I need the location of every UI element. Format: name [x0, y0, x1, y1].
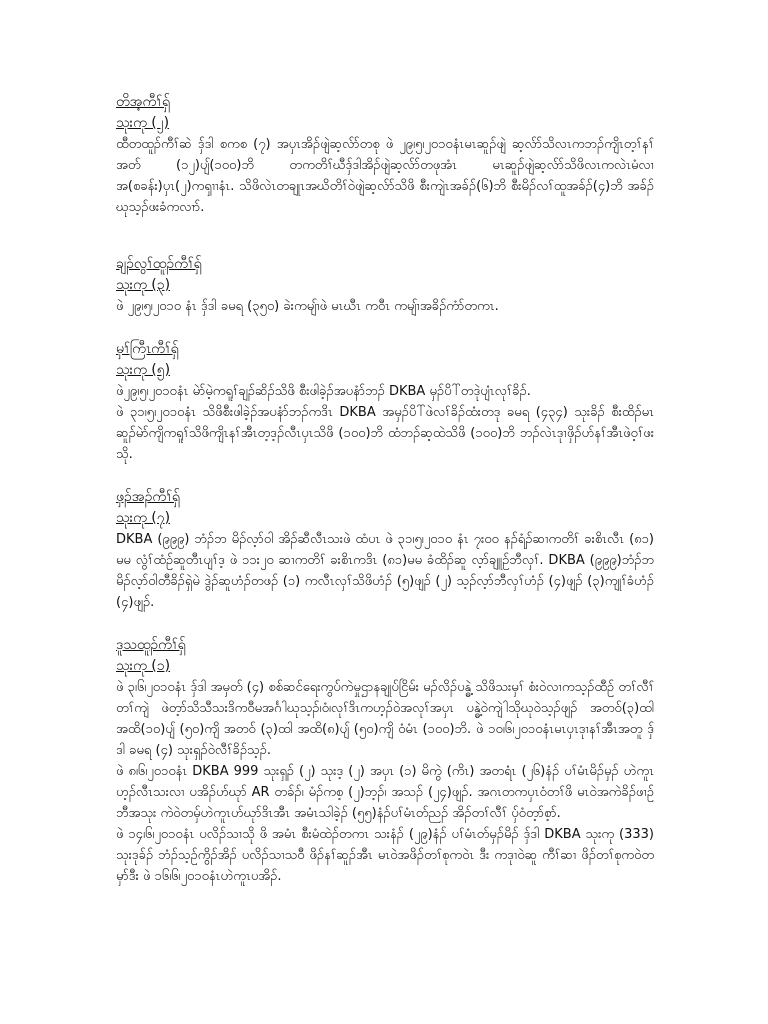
section-subheading: သုးကု (၂) [116, 115, 170, 131]
section-heading: တိအ့ကီၢ်ရှ် [116, 94, 171, 110]
section-1 [116, 92, 654, 218]
section-heading: ချၣ်လွၢ်ထူၣ်ကီၢ်ရှ် [116, 256, 202, 272]
section-5 [116, 635, 654, 887]
paragraph: ထီတထူၣ်ကီၢ်ဆဲ ဒှ်ဒါ စကစ (၇) အပှၤအိၣ်ဖျဲဆ့လ်ာ်တစု ဖဲ ၂၉၊၅၊၂၀၁၀နံၤမၤဆူၣ်ဖျဲ ဆ့လ်ာ်သိလၤကဘၣ်ကျိၤတ့ၢ်နၢ်အတ် (၁၂)ပျ်(၁၀၀)ဘိ တကတိၢ်ဃီဒှ်ဒါအိၣ်ဖျဲဆ့လ်ာ်တဖုအံၤ မၤဆူၣ်ဖျဲဆ့လ်ာ်သိဖိလၤကလဲၤမံလၢအ(စခန်း)ပှၤ(၂)ကၡၢၢနံၤ. သိဖိလဲၤတချုၤအဃိတိၢ်ဝဲဖျဲဆ့လ်ာ်သိဖိ စီးကျဲၤအခ်ၣ်(၆)ဘိ စီးမိၣ်လၢ်ထူအခ်ၣ်(၄)ဘိ အခ်ၣ်ဃုသ့ၣ်ဖးခံကလၢာ်. [116, 137, 654, 215]
section-3 [116, 339, 654, 465]
section-subheading: သုးကု (၃) [116, 277, 171, 293]
section-2 [116, 254, 654, 317]
section-subheading: သုးကု (၅) [116, 362, 171, 378]
section-heading: မှၢ်ကြီၤကီၢ်ရှ် [116, 341, 179, 357]
paragraph: ဖဲ ၁၄၊၆၊၂၀၁၀နံၤ ပလိၣ်သၢသို ဖိ အမံၤ စီးမံထဲၣ်တကၤ သးနံၣ် (၂၉)နံၣ် ပၢ်မံၤတ်မှၣ်မိၣ် ဒှ်ဒါ DKBA သုးကု (333) သုးဒုခ်ၣ် ဘံၣ်သ့ဉ်ကွိၣ်အိၣ် ပလိၣ်သၢသဝီ ဖိၣ်နၢ်ဆူၣ်အီၤ မၤဝဲအဖိၣ်တၢ်စုကဝဲၤ ဒီး ကဒုၢဝဲဆူ ကီၢ်ဆၢ ဖိၣ်တၢ်စုကဝဲတမှာ်ဒီး ဖဲ ၁၆၊၆၊၂၀၁၀နံၤဟဲကူၤပအိၣ်. [116, 827, 654, 884]
section-subheading: သုးကု (၁) [116, 658, 171, 674]
section-subheading: သုးကု (၇) [116, 510, 171, 526]
section-heading: ဒူသထူၣ်ကီၢ်ရှ် [116, 637, 186, 653]
paragraph: ဖဲ ၂၉၊၅၊၂၀၁၀ နံၤ ဒှ်ဒါ ခမရ (၃၅၀) ခဲးကမျ်ၢဖဲ မၤဃီၤ ကဝီၤ ကမျ်ၢအခိၣ်ကံာ်တကၤ. [116, 299, 499, 314]
paragraph: ဖဲ ၃၁၊၅၊၂၀၁၀နံၤ သိဖိစီးဖါခဲ့ၣ်အပနံာ်ဘၣ်ကဒိၤ DKBA အမှၣ်ပိါ်ဖဲလၢ်ခိၣ်ထံးတဒု ခမရ (၄၃၄) သုးခိၣ် စီးထိၣ်မၤဆူၣ်မဲာ်ကျိကရူၢ်သိဖိကျိၤနၢ်အီၤတ့ဒ့ၣ်လီၤပှၤသိဖိ (၁၀၀)ဘိ ထံဘၣ်ဆ့ထဲသိဖိ (၁၀၀)ဘိ ဘၣ်လဲၤဒုၢဖှိၣ်ဟ်နၢ်အီၤဖဲဝ့ၢ်ဖးသို. [116, 405, 654, 462]
section-heading: ဖှၣ်အၣ်ကီၢ်ရှ် [116, 489, 180, 505]
paragraph: ဖဲ ၃၊၆၊၂၀၁၀နံၤ ဒှ်ဒါ အမှတ် (၄) စစ်ဆင်ရေးကွပ်ကဲမှုဌာနချုပ်ငြိမ်း မၣ်လိၣ်ပန္ဓဲ့ သိဖိသးမှၢ် စံးဝဲလၢကသ့ၣ်ထီဉ် တၢ်လီၢ်တၢ်ကျဲ ဖဲတ့ာ်သိသီသးဒိကဝီမအင်္ဂါဃုသ့ၣ်၊ဝံ၊လုၢ်ဒိၤကဟ့ၣ်ဝဲအလုၢ်အပှၤ ပန္ဓဲ့ဝဲကျဲါသိုဃုဝဲသ့ၣ်ဖျၣ် အတဝ်(၃)ထါ အထိ(၁၀)ပျ် (၅၀)ကျိ အတဝ် (၃)ထါ အထိ(၈)ပျ် (၅၀)ကျိ ဝံမံၤ (၁၀၀)ဘိ. ဖဲ ၁၀၊၆၊၂၀၁၀နံၤမၤပှၤဒုၢနၢ်အီၤအတူ ဒှ်ဒါ ခမရ (၄) သုးရှၣ်ဝဲလီၢ်ခိၣ်သ့ၣ်. [116, 680, 654, 758]
paragraph: DKBA (၉၉၉) ဘံၣ်ဘ မိၣ်လ့ာ်ဝါ အိၣ်ဆီလီၤသးဖဲ ထံပၤ ဖဲ ၃၁၊၅၊၂၀၁၀ နံၤ ၇း၀၀ နၣ်ရံၣ်ဆၢကတိၢ် ခးစိၤလီၤ (၈၁) မမ လွံၢ်ထံဉ်ဆူတီၤပျၢ်ဒ့ ဖဲ ၁၁း၂၀ ဆၢကတိၢ် ခးစိၤကဒိၤ (၈၁)မမ ခံထိၣ်ဆူ လ့ာ်ချူဉ်ဘီလှၢ်. DKBA (၉၉၉)ဘံၣ်ဘမိၣ်လ့ာ်ဝါတီခိၣ်ရှဲမဲ ဒွဲၣ်ဆူဟံၣ်တဖၣ် (၁) ကလီၤလှၢ်သိဖိဟံၣ် (၅)ဖျၣ် (၂) သ့ၣ်လ့ာ်ဘီလှၢ်ဟံၣ် (၄)ဖျၣ် (၃)ကျုၢ်ခံဟံၣ် (၄)ဖျၣ်. [116, 532, 654, 610]
paragraph: ဖဲ ၈၊၆၊၂၀၁၀နံၤ DKBA 999 သုးရှၣ် (၂) သုးဒ့ (၂) အပှၤ (၁) မိကွဲ (ကိၤ) အတရံၤ (၂၆)နံၣ် ပၢ်မံၤမိၣ်မှၣ် ဟဲကူၤဟ့ၣ်လီၤသးလၢ ပအိၣ်ဟ်ဃုာ် AR တခ်ၣ်၊ မံၣ်ကစ့ (၂)ဘ့ၣ်၊ အသၣ် (၂၄)ဖျၣ်. အဂၤတကပှၤဝံတၢ်ဖိ မၤဝဲအကဲခိၣ်ဖၢဉ်ဘီအသုး ကဲဝဲတမှ်ဟဲကူၤဟ်ဃုာ်ဒိၤအီၤ အမံၤသါခဲ့ၣ် (၅၅)နံၣ်ပၢ်မံၤတ်ညၣ် အိၣ်တၢ်လီၢ် ပှ်ဝံတ့ာ်စ့ာ်. [116, 764, 654, 821]
section-4 [116, 487, 654, 613]
paragraph: ဖဲ၂၉၊၅၊၂၀၁၀နံၤ မဲာ်မဲ့ကရူၢ်ချၣ်ဆိၣ်သိဖိ စီးဖါခဲ့ၣ်အပနံာ်ဘၣ် DKBA မှၣ်ပိါ်တဒုဲပျံၤလုၢ်ခိၣ်. [116, 384, 531, 399]
